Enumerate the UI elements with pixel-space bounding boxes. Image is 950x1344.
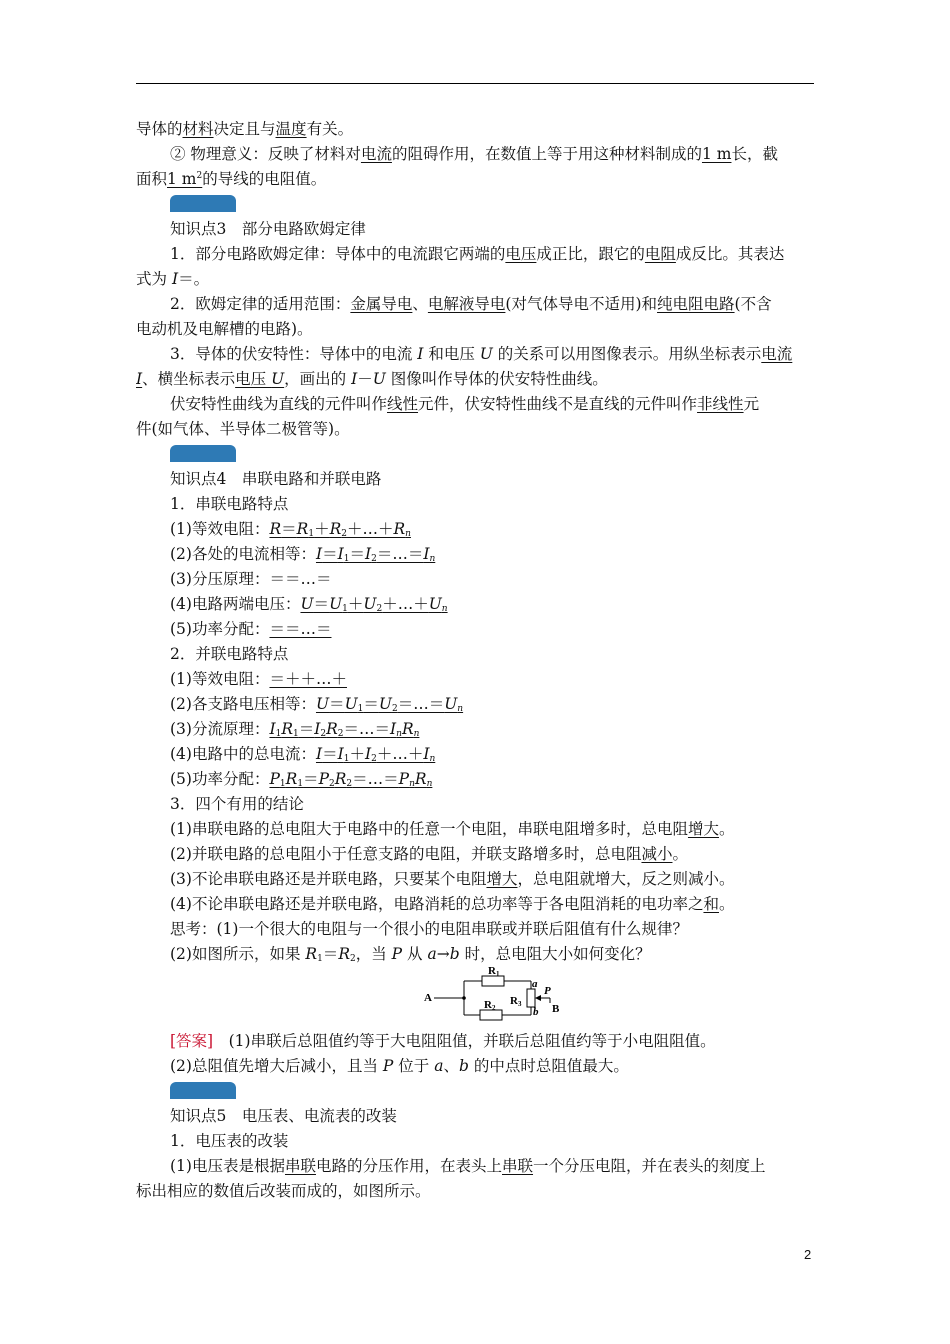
section-title: 知识点4 串联电路和并联电路 — [170, 470, 382, 488]
subsection-title: 2．并联电路特点 — [170, 645, 289, 663]
conclusion-line: (2)并联电路的总电阻小于任意支路的电阻，并联支路增多时，总电阻减小。 — [170, 845, 688, 863]
formula-line: (5)功率分配：＝＝…＝ — [170, 620, 332, 638]
header-rule — [136, 83, 814, 84]
paragraph-line: 标出相应的数值后改装而成的，如图所示。 — [136, 1182, 431, 1200]
section-tag — [170, 445, 236, 462]
paragraph-line: 伏安特性曲线为直线的元件叫作线性元件，伏安特性曲线不是直线的元件叫作非线性元 — [170, 395, 760, 413]
subsection-title: 3．四个有用的结论 — [170, 795, 304, 813]
formula-line: (3)分流原理：$I_1R_1=I_2R_2=\dots=I_nR_n$ — [170, 720, 420, 739]
formula-line: (2)各处的电流相等：$I=I_1=I_2=\dots=I_n$ — [170, 545, 436, 564]
svg-text:a: a — [532, 978, 538, 990]
conclusion-line: (1)串联电路的总电阻大于电路中的任意一个电阻，串联电阻增多时，总电阻增大。 — [170, 820, 735, 838]
question-line: 思考：(1)一个很大的电阻与一个很小的电阻串联或并联后阻值有什么规律？ — [170, 920, 688, 938]
svg-text:R3: R3 — [510, 995, 522, 1008]
paragraph-line: 导体的材料决定且与温度有关。 — [136, 120, 354, 138]
answer-tag: [答案] — [170, 1032, 214, 1050]
circuit-diagram — [136, 967, 816, 1029]
section-tag — [170, 1082, 236, 1099]
paragraph-line: ② 物理意义：反映了材料对电流的阻碍作用，在数值上等于用这种材料制成的1 m长，截 — [170, 145, 778, 163]
svg-text:P: P — [544, 985, 551, 997]
formula-line: (3)分压原理：＝＝…＝ — [170, 570, 332, 588]
formula-line: (1)等效电阻：＝＋＋…＋ — [170, 670, 347, 688]
svg-text:R1: R1 — [488, 967, 500, 978]
subsection-title: 1．电压表的改装 — [170, 1132, 289, 1150]
page-content — [136, 117, 816, 1204]
paragraph-line: 1．部分电路欧姆定律：导体中的电流跟它两端的电压成正比，跟它的电阻成反比。其表达 — [170, 245, 785, 263]
paragraph-line: 件(如气体、半导体二极管等)。 — [136, 420, 350, 438]
page-number: 2 — [804, 1247, 812, 1262]
svg-text:A: A — [424, 992, 432, 1004]
formula-line: (2)各支路电压相等：$U=U_1=U_2=\dots=U_n$ — [170, 695, 464, 714]
svg-text:b: b — [533, 1006, 539, 1018]
paragraph-line: 2．欧姆定律的适用范围：金属导电、电解液导电(对气体导电不适用)和纯电阻电路(不含 — [170, 295, 772, 313]
section-title: 知识点5 电压表、电流表的改装 — [170, 1107, 397, 1125]
paragraph-line: 式为 I＝。 — [136, 270, 210, 288]
formula-line: (1)等效电阻：$R=R_1+R_2+\dots+R_n$ — [170, 520, 411, 539]
paragraph-line: 3．导体的伏安特性：导体中的电流 I 和电压 U 的关系可以用图像表示。用纵坐标表示电流 — [170, 345, 793, 363]
paragraph-line: 电动机及电解槽的电路)。 — [136, 320, 313, 338]
svg-text:R2: R2 — [484, 999, 496, 1012]
section-tag — [170, 195, 236, 212]
answer-line: (2)总阻值先增大后减小，且当 P 位于 a、b 的中点时总阻值最大。 — [170, 1057, 629, 1075]
paragraph-line: 面积1 $m^2$的导线的电阻值。 — [136, 170, 327, 188]
conclusion-line: (3)不论串联电路还是并联电路，只要某个电阻增大，总电阻就增大，反之则减小。 — [170, 870, 735, 888]
section-title: 知识点3 部分电路欧姆定律 — [170, 220, 366, 238]
question-line: (2)如图所示，如果 $R_1=R_2$，当 P 从 a→b 时，总电阻大小如何变化？ — [170, 945, 651, 964]
paragraph-line: I、横坐标表示电压 U，画出的 I－U 图像叫作导体的伏安特性曲线。 — [136, 370, 608, 388]
paragraph-line: (1)电压表是根据串联电路的分压作用，在表头上串联一个分压电阻，并在表头的刻度上 — [170, 1157, 766, 1175]
conclusion-line: (4)不论串联电路还是并联电路，电路消耗的总功率等于各电阻消耗的电功率之和。 — [170, 895, 735, 913]
formula-line: (5)功率分配：$P_1R_1=P_2R_2=\dots=P_nR_n$ — [170, 770, 433, 789]
formula-line: (4)电路中的总电流：$I=I_1+I_2+\dots+I_n$ — [170, 745, 436, 764]
answer-line: [答案] (1)串联后总阻值约等于大电阻阻值，并联后总阻值约等于小电阻阻值。 — [170, 1032, 716, 1050]
formula-line: (4)电路两端电压：$U=U_1+U_2+\dots+U_n$ — [170, 595, 448, 614]
svg-text:B: B — [552, 1003, 560, 1015]
subsection-title: 1．串联电路特点 — [170, 495, 289, 513]
